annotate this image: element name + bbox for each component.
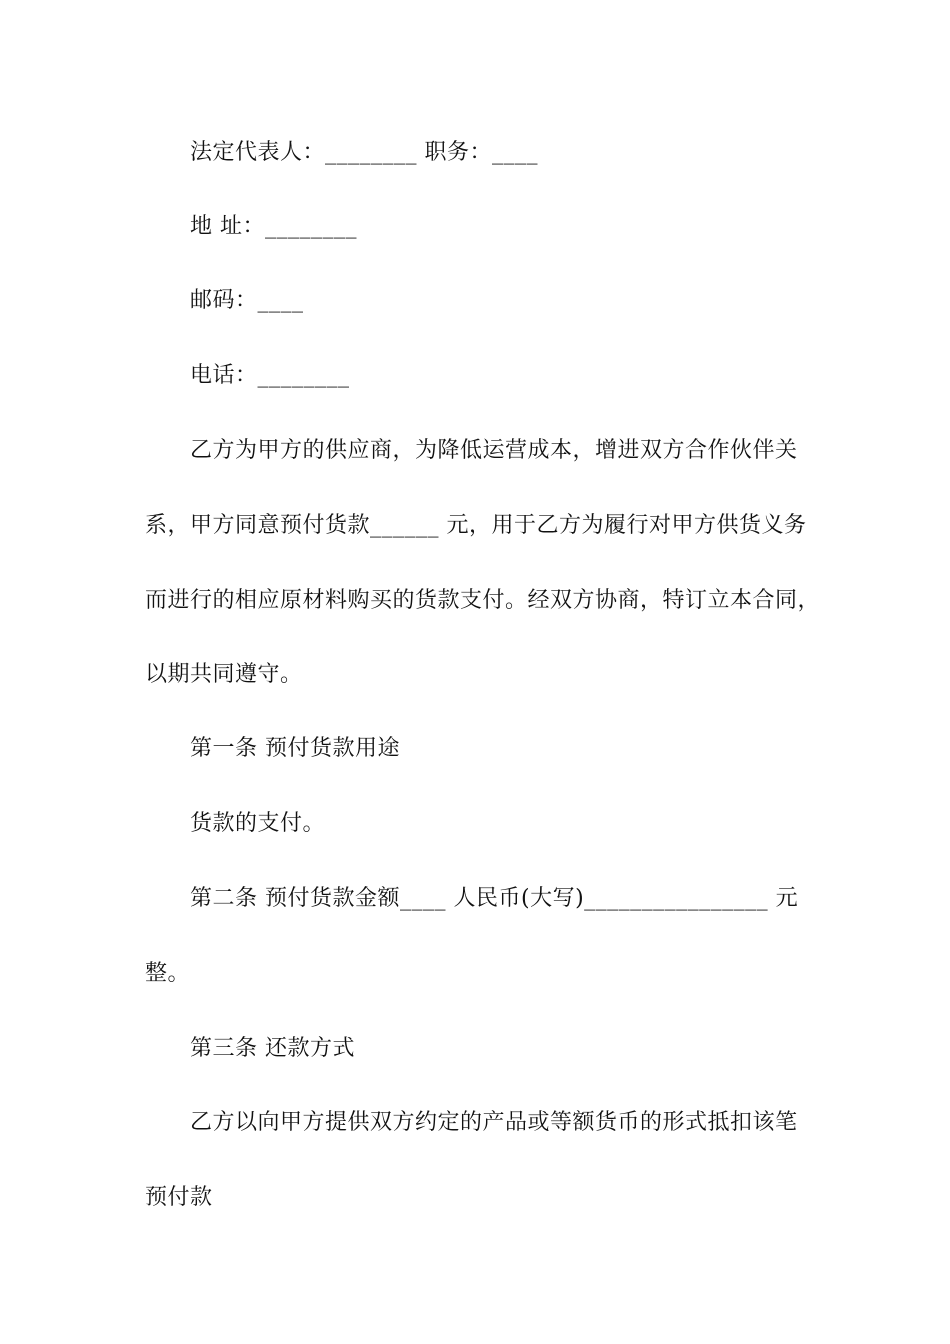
article-three-heading: 第三条 还款方式 (190, 1036, 355, 1061)
article-one-heading: 第一条 预付货款用途 (190, 736, 400, 761)
article-two-continuation: 整。 (145, 961, 191, 986)
paragraph-line: 而进行的相应原材料购买的货款支付。经双方协商，特订立本合同， (145, 588, 821, 613)
paragraph-line: 系，甲方同意预付货款______ 元，用于乙方为履行对甲方供货义务 (145, 513, 807, 538)
address-line: 地 址：________ (190, 214, 357, 239)
paragraph-line: 以期共同遵守。 (145, 662, 303, 687)
article-three-body: 乙方以向甲方提供双方约定的产品或等额货币的形式抵扣该笔 (190, 1110, 798, 1135)
article-three-continuation: 预付款 (145, 1185, 213, 1210)
article-two-line: 第二条 预付货款金额____ 人民币(大写)________________ 元 (190, 886, 799, 911)
paragraph-line: 乙方为甲方的供应商，为降低运营成本，增进双方合作伙伴关 (190, 438, 798, 463)
legal-representative-line: 法定代表人：________ 职务：____ (190, 140, 538, 165)
article-one-body: 货款的支付。 (190, 811, 326, 836)
postal-code-line: 邮码：____ (190, 288, 304, 313)
phone-line: 电话：________ (190, 363, 350, 388)
